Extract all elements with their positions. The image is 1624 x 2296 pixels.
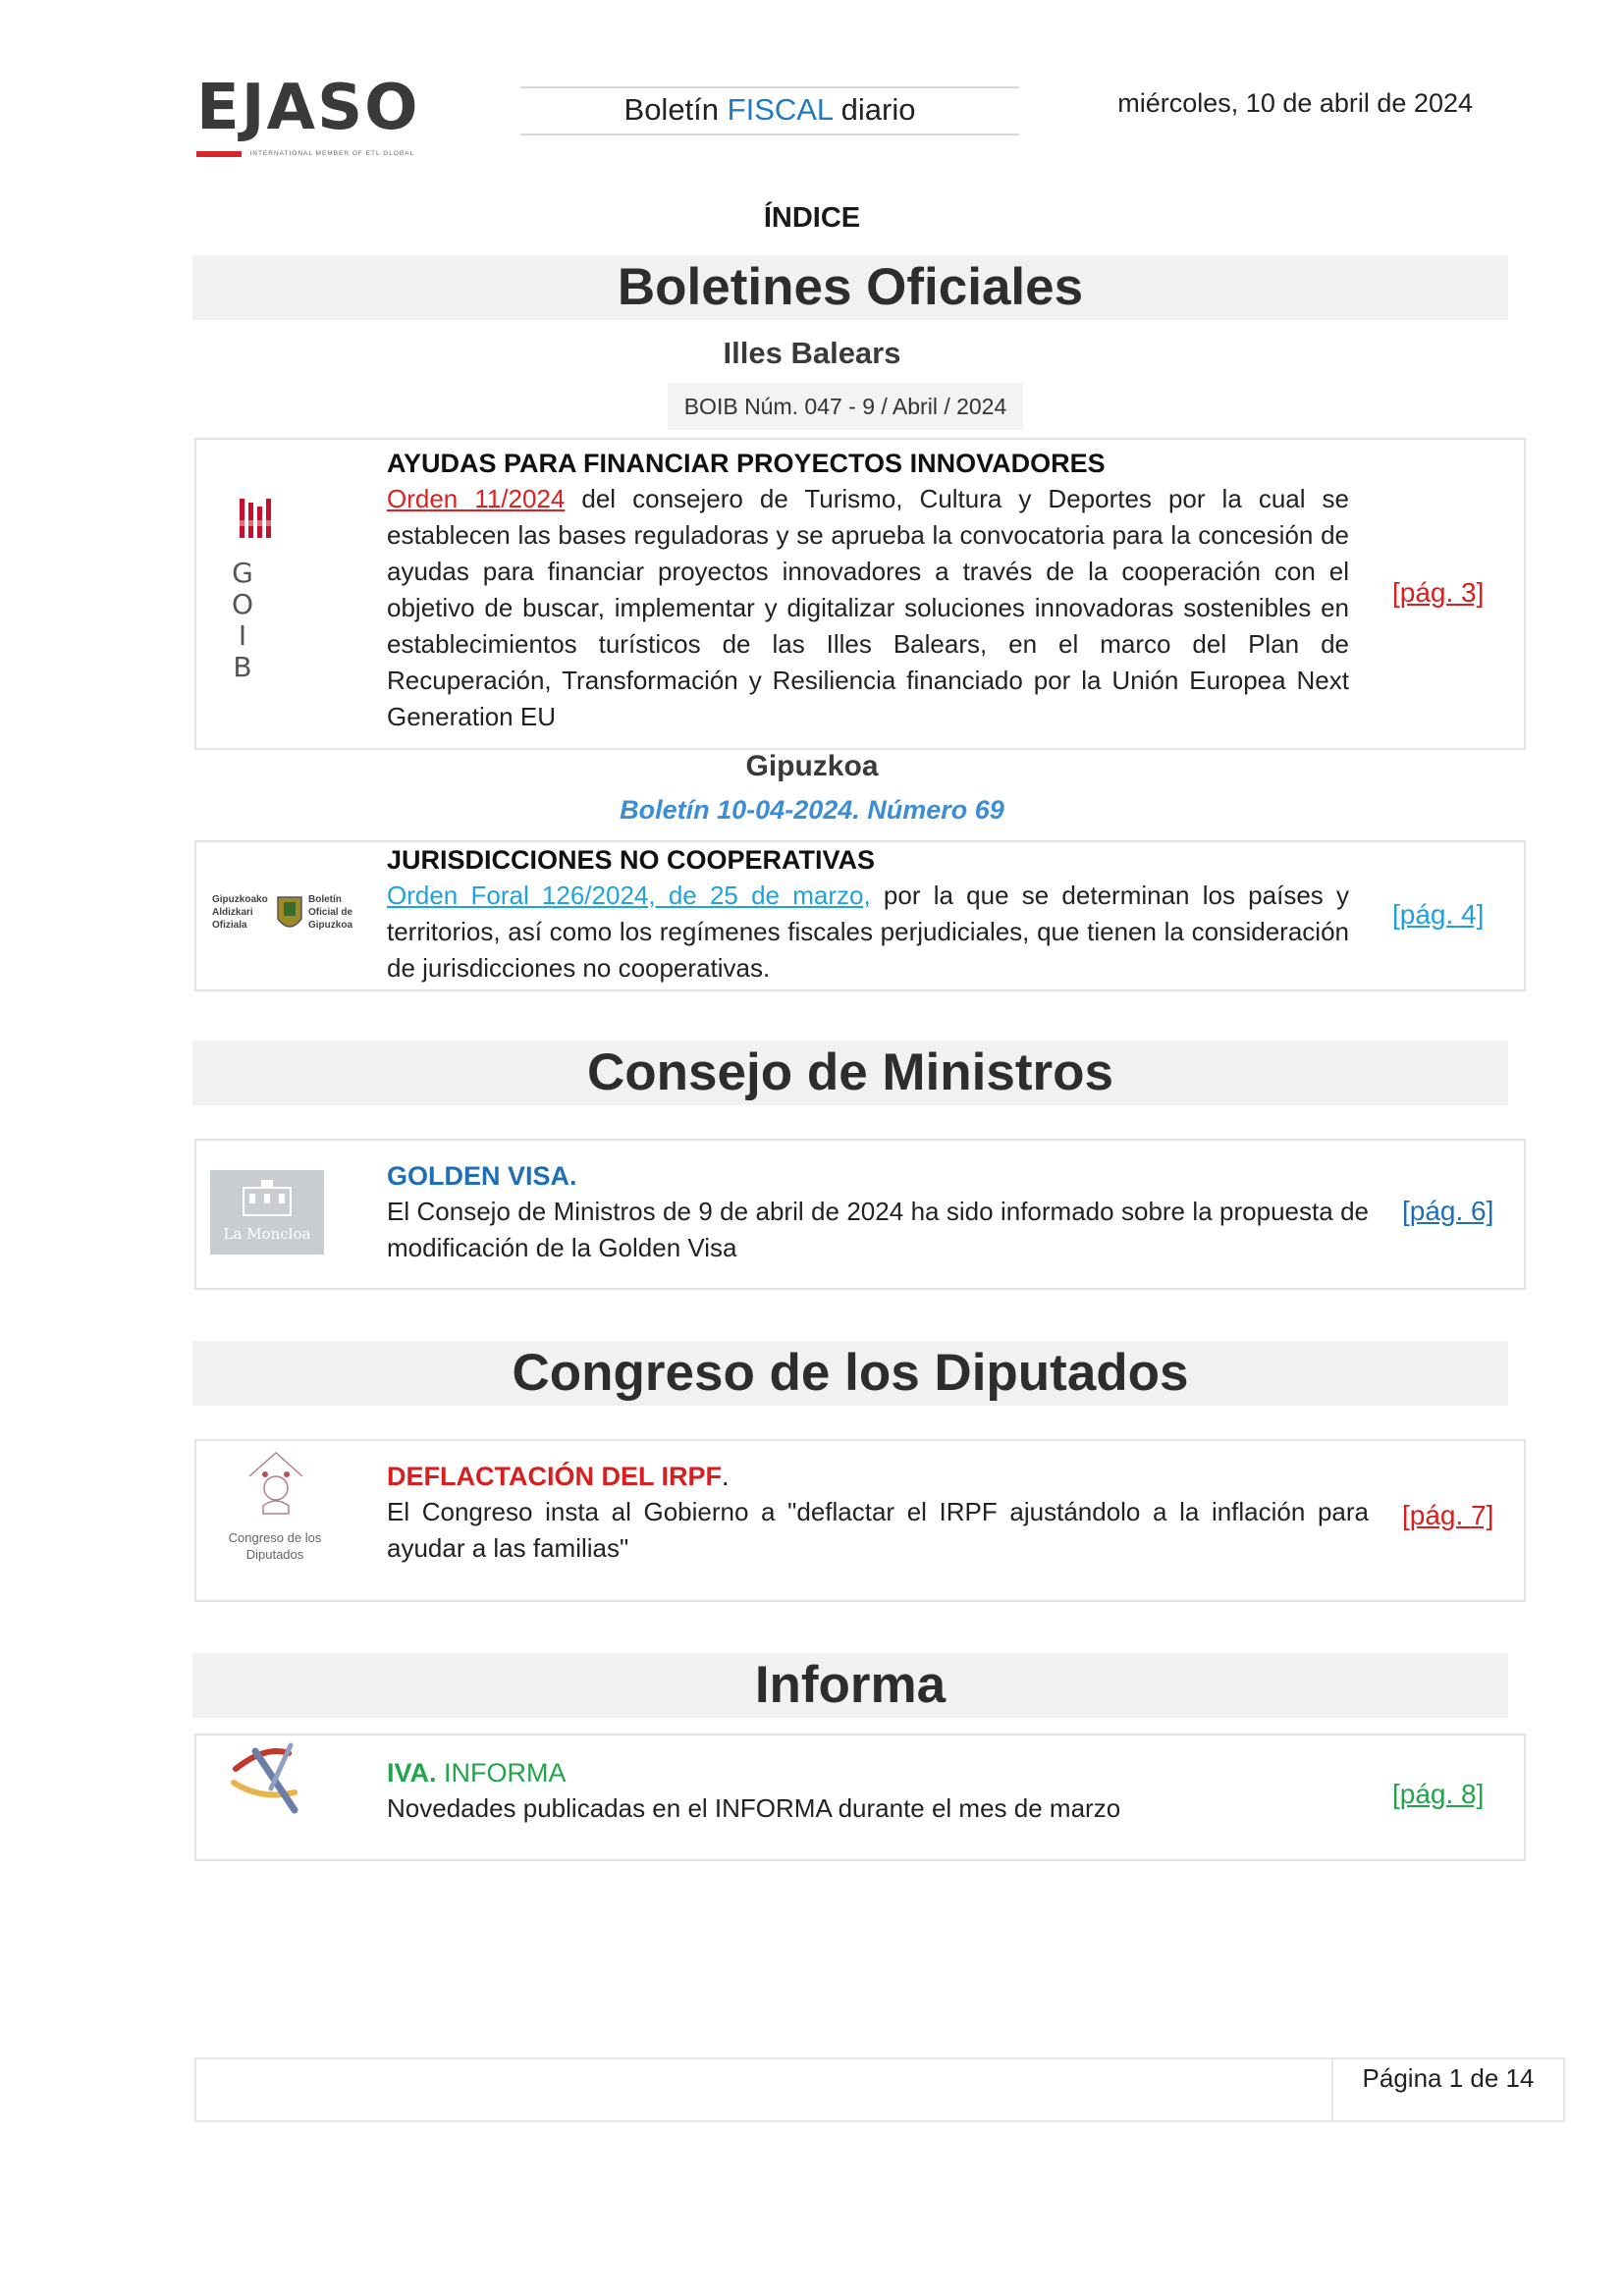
gipuzkoa-logo: Gipuzkoako Aldizkari Ofiziala Boletín Oficial de Gipuzkoa <box>212 891 369 946</box>
card-golden-visa <box>194 1139 1526 1290</box>
card-jurisdicciones <box>194 840 1526 991</box>
item-title: JURISDICCIONES NO COOPERATIVAS <box>387 845 876 875</box>
page-link-6[interactable]: [pág. 6] <box>1402 1196 1494 1226</box>
index-heading: ÍNDICE <box>763 202 861 234</box>
page-link-8[interactable]: [pág. 8] <box>1392 1779 1485 1809</box>
boib-label: BOIB Núm. 047 - 9 / Abril / 2024 <box>668 383 1023 430</box>
ejaso-logo <box>196 72 432 158</box>
card-body: IVA. INFORMA Novedades publicadas en el INFORMA durante el mes de marzo <box>387 1755 1369 1827</box>
section-congreso-diputados: Congreso de los Diputados <box>192 1341 1508 1406</box>
goib-logo: G O I B <box>218 499 297 695</box>
item-description: El Consejo de Ministros de 9 de abril de 2024 ha sido informado sobre la propuesta de modificación de la Golden Visa <box>387 1197 1369 1262</box>
gipuzkoa-shield-icon <box>275 893 304 936</box>
section-consejo-ministros: Consejo de Ministros <box>192 1041 1508 1105</box>
item-description: del consejero de Turismo, Cultura y Deportes por la cual se establecen las bases reguladoras y se aprueba la convocatoria para la concesión de ayudas para financiar proyectos innovadores a través de la cooperación con el objetivo de buscar, implementar y digitalizar soluciones innovadoras sostenibles en establecimientos turísticos de las Illes Balears, en el marco del Plan de Recuperación, Transformación y Resiliencia financiado por la Unión Europea Next Generation EU <box>387 484 1350 731</box>
item-title: GOLDEN VISA. <box>387 1161 577 1191</box>
orden-link[interactable]: Orden 11/2024 <box>387 484 566 513</box>
title-accent: FISCAL <box>727 92 834 127</box>
header-date: miércoles, 10 de abril de 2024 <box>1117 88 1473 118</box>
congreso-logo: Congreso de los Diputados <box>226 1445 324 1573</box>
item-title: IVA. <box>387 1758 437 1788</box>
moncloa-building-icon <box>240 1178 295 1217</box>
gipuzkoa-bulletin-label: Boletín 10-04-2024. Número 69 <box>620 795 1004 825</box>
card-ayudas-innovadores <box>194 438 1526 750</box>
page-link-4[interactable]: [pág. 4] <box>1392 899 1485 930</box>
card-body <box>387 446 1349 735</box>
page-link-3[interactable]: [pág. 3] <box>1392 577 1485 608</box>
logo-red-bar <box>196 151 242 157</box>
item-title: AYUDAS PARA FINANCIAR PROYECTOS INNOVADORES <box>387 449 1106 478</box>
item-description: Novedades publicadas en el INFORMA durante el mes de marzo <box>387 1793 1121 1823</box>
orden-foral-link[interactable]: Orden Foral 126/2024, de 25 de marzo, <box>387 881 871 910</box>
logo-subtitle: INTERNATIONAL MEMBER OF ETL GLOBAL <box>249 150 415 158</box>
section-informa: Informa <box>192 1653 1508 1718</box>
moncloa-logo: La Moncloa <box>210 1170 324 1255</box>
card-iva-informa <box>194 1734 1526 1861</box>
page-footer <box>194 2057 1565 2122</box>
aeat-emblem-icon <box>226 1739 314 1818</box>
congreso-emblem-icon <box>242 1445 310 1523</box>
region-illes-balears: Illes Balears <box>723 336 901 370</box>
card-body <box>387 1158 1369 1266</box>
item-description: El Congreso insta al Gobierno a "deflactar el IRPF ajustándolo a la inflación para ayudar a las familias" <box>387 1497 1369 1563</box>
aeat-logo <box>226 1739 314 1818</box>
bulletin-title: Boletín FISCAL diario <box>520 86 1019 135</box>
item-title: DEFLACTACIÓN DEL IRPF <box>387 1462 722 1491</box>
card-body <box>387 842 1349 987</box>
card-deflactacion-irpf <box>194 1439 1526 1602</box>
card-body: DEFLACTACIÓN DEL IRPF. El Congreso insta al Gobierno a "deflactar el IRPF ajustándolo a la inflación para ayudar a las familias" <box>387 1459 1369 1567</box>
region-gipuzkoa: Gipuzkoa <box>745 750 879 782</box>
page-link-7[interactable]: [pág. 7] <box>1402 1500 1494 1530</box>
section-boletines-oficiales: Boletines Oficiales <box>192 255 1508 320</box>
item-description: por la que se determinan los países y territorios, así como los regímenes fiscales perjudiciales, que tienen la consideración de jurisdicciones no cooperativas. <box>387 881 1349 983</box>
page-number: Página 1 de 14 <box>1331 2059 1563 2120</box>
logo-wordmark: EJASO <box>196 72 420 144</box>
